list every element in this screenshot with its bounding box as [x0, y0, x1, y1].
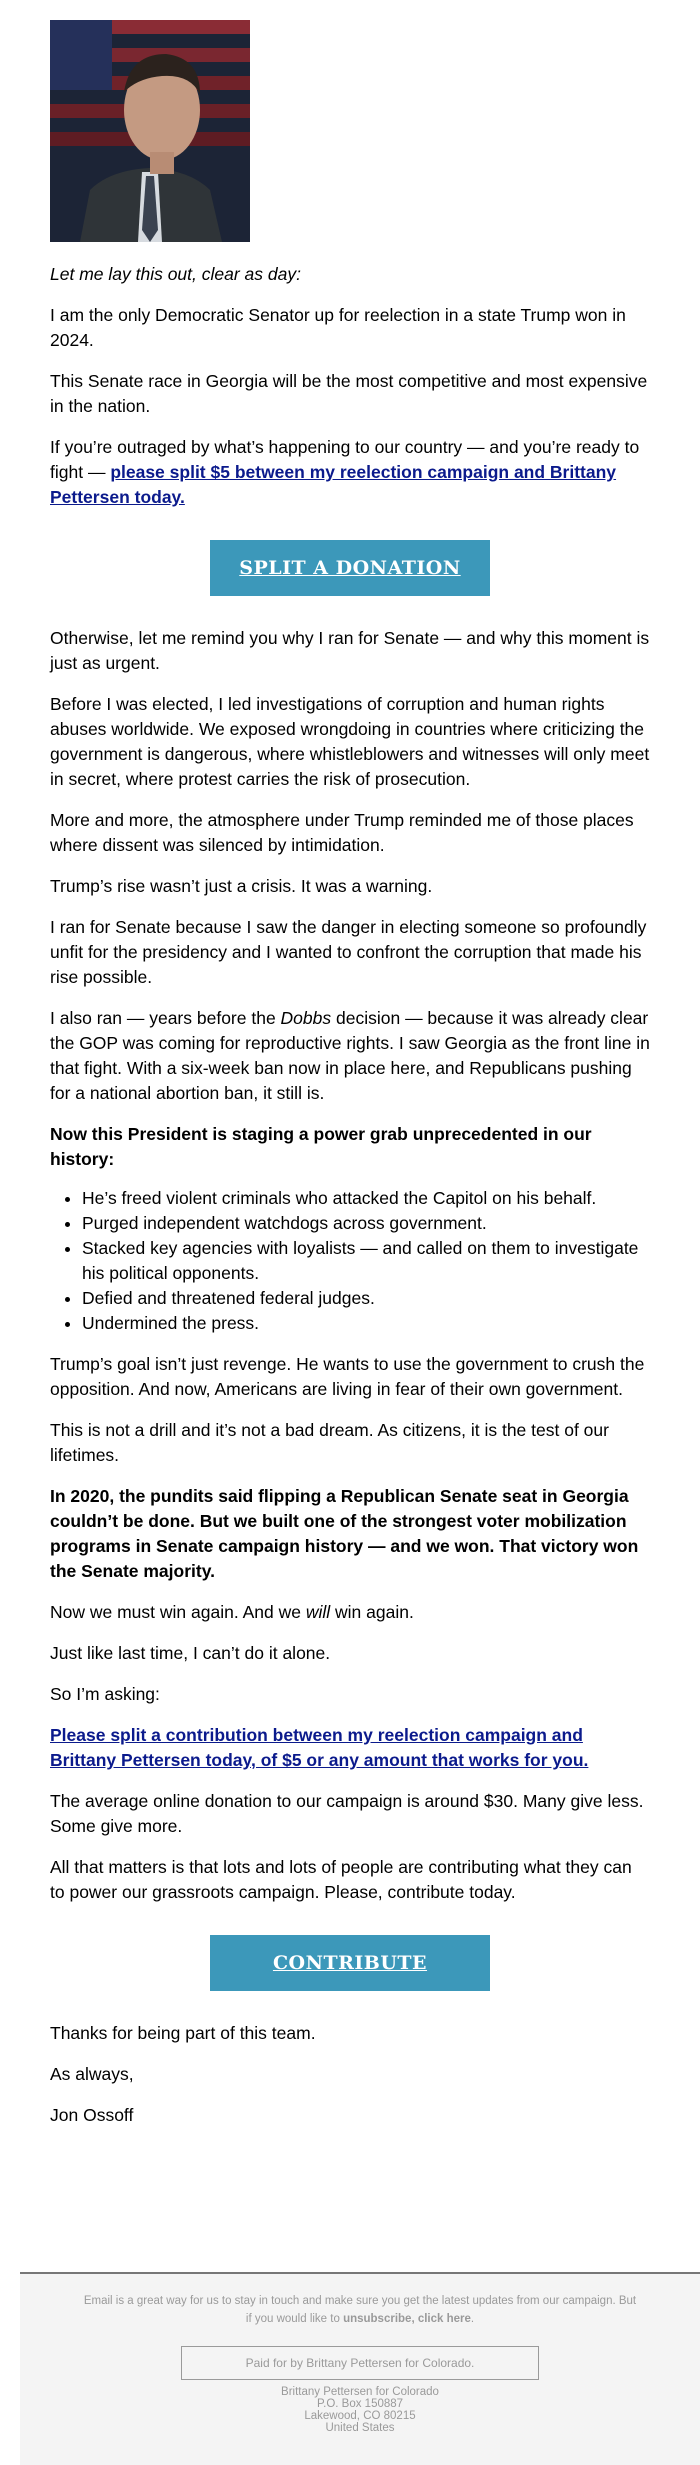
emphasis-text: Dobbs [280, 1008, 332, 1028]
power-grab-list [50, 1186, 650, 1336]
paragraph-text: I also ran — years before the [50, 1008, 281, 1028]
thanks-text: Thanks for being part of this team. [50, 2023, 316, 2043]
list-item: • Purged independent watchdogs across government. [82, 1211, 650, 1236]
paragraph: Trump’s rise wasn’t just a crisis. It was a warning. [50, 876, 433, 896]
list-item: • He’s freed violent criminals who attacked the Capitol on his behalf. [82, 1186, 650, 1211]
address-line: Brittany Pettersen for Colorado [281, 2386, 439, 2398]
paragraph: So I’m asking: [50, 1684, 160, 1704]
unsubscribe-link[interactable]: unsubscribe, click here [343, 2313, 471, 2325]
mailing-address [20, 2386, 700, 2434]
paid-for-by-box: Paid for by Brittany Pettersen for Colorado. [181, 2346, 539, 2380]
paragraph: Trump’s goal isn’t just revenge. He wants to use the government to crush the opposition. And now, Americans are living in fear of their own government. [50, 1354, 645, 1399]
victory-paragraph: In 2020, the pundits said flipping a Republican Senate seat in Georgia couldn’t be done. But we built one of the strongest voter mobilization programs in Senate campaign history — and we won. That victory won the Senate majority. [50, 1486, 639, 1581]
paragraph: I ran for Senate because I saw the danger in electing someone so profoundly unfit for the presidency and I wanted to confront the corruption that made his rise possible. [50, 917, 647, 987]
disclaimer-text: . [470, 2313, 475, 2325]
closing-text: As always, [50, 2064, 134, 2084]
paragraph-text: decision — because it was already clear the GOP was coming for reproductive rights. I saw Georgia as the front line in that fight. With a six-week ban now in place here, and Republicans pushing for a national abortion ban, it still is. [50, 1008, 650, 1103]
paragraph: The average online donation to our campaign is around $30. Many give less. Some give more. [50, 1791, 644, 1836]
power-grab-heading: Now this President is staging a power grab unprecedented in our history: [50, 1124, 592, 1169]
paragraph: Before I was elected, I led investigations of corruption and human rights abuses worldwide. We exposed wrongdoing in countries where criticizing the government is dangerous, where whistleblowers and witnesses will only meet in secret, where protest carries the risk of prosecution. [50, 694, 650, 789]
paragraph [50, 1600, 650, 1625]
address-line: United States [325, 2422, 395, 2434]
paragraph-with-link [50, 435, 650, 510]
portrait-image [50, 20, 250, 242]
paragraph: I am the only Democratic Senator up for reelection in a state Trump won in 2024. [50, 305, 626, 350]
address-line: Lakewood, CO 80215 [304, 2410, 416, 2422]
paragraph: Just like last time, I can’t do it alone. [50, 1643, 331, 1663]
candidate-photo [50, 20, 250, 242]
footer-disclaimer [80, 2292, 640, 2328]
paragraph: This is not a drill and it’s not a bad dream. As citizens, it is the test of our lifetimes. [50, 1420, 609, 1465]
split-contribution-link[interactable]: Please split a contribution between my reelection campaign and Brittany Pettersen today, of $5 or any amount that works for you. [50, 1725, 589, 1770]
split-donation-button[interactable]: SPLIT A DONATION [210, 540, 490, 596]
email-body [50, 20, 650, 2128]
paragraph: All that matters is that lots and lots of people are contributing what they can to power our grassroots campaign. Please, contribute today. [50, 1857, 632, 1902]
paragraph: Otherwise, let me remind you why I ran for Senate — and why this moment is just as urgent. [50, 628, 650, 673]
contribute-button[interactable]: CONTRIBUTE [210, 1935, 490, 1991]
list-item: • Defied and threatened federal judges. [82, 1286, 650, 1311]
list-item: • Undermined the press. [82, 1311, 650, 1336]
paragraph-text: win again. [330, 1602, 414, 1622]
emphasis-text: will [305, 1602, 331, 1622]
paragraph-text: If you’re outraged by what’s happening to our country — and you’re ready to fight — [50, 437, 640, 482]
email-footer [20, 2272, 700, 2465]
paragraph [50, 1006, 650, 1106]
paragraph: This Senate race in Georgia will be the most competitive and most expensive in the nation. [50, 371, 648, 416]
intro-text: Let me lay this out, clear as day: [50, 264, 301, 284]
paragraph: More and more, the atmosphere under Trump reminded me of those places where dissent was silenced by intimidation. [50, 810, 634, 855]
signature: Jon Ossoff [50, 2105, 134, 2125]
split-donation-link[interactable]: please split $5 between my reelection campaign and Brittany Pettersen today. [50, 462, 617, 507]
address-line: P.O. Box 150887 [316, 2398, 404, 2410]
disclaimer-text: Email is a great way for us to stay in touch and make sure you get the latest updates from our campaign. But if you would like to [83, 2295, 637, 2325]
list-item: • Stacked key agencies with loyalists — and called on them to investigate his political opponents. [82, 1236, 650, 1286]
paragraph-text: Now we must win again. And we [50, 1602, 306, 1622]
